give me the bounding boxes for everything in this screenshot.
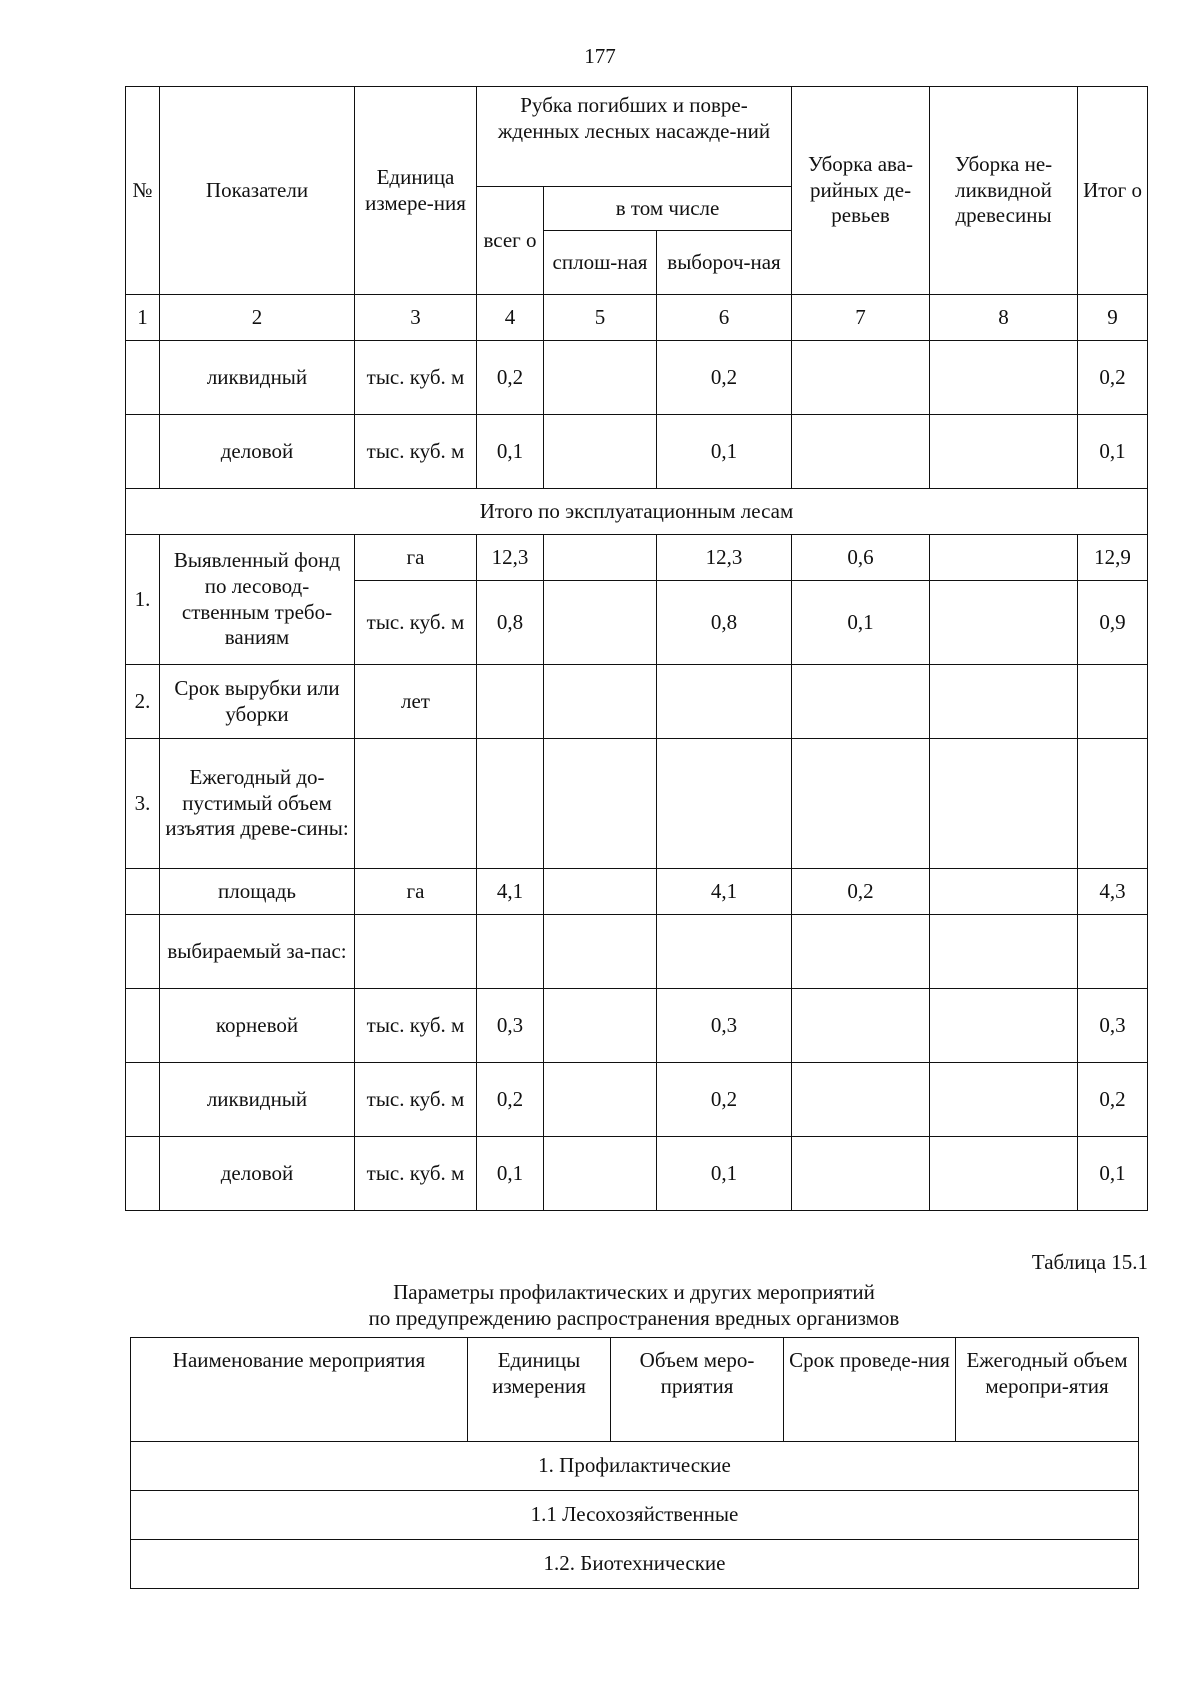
row-clear xyxy=(544,915,657,989)
row-emergency xyxy=(792,1063,930,1137)
header-emergency: Уборка ава-рийных де-ревьев xyxy=(792,87,930,295)
row-num xyxy=(126,415,160,489)
row-total: 4,1 xyxy=(477,869,544,915)
table-row xyxy=(126,1137,1148,1211)
row-indicator: Ежегодный до-пустимый объем изъятия древе-сины: xyxy=(160,739,355,869)
row-emergency xyxy=(792,341,930,415)
header-annual-volume: Ежегодный объем меропри-ятия xyxy=(956,1338,1139,1442)
row-clear xyxy=(544,341,657,415)
header-units: Единицы измерения xyxy=(468,1338,611,1442)
row-indicator: деловой xyxy=(160,415,355,489)
row-total: 0,8 xyxy=(477,581,544,665)
row-nonliquid xyxy=(930,1063,1078,1137)
column-number-row xyxy=(126,295,1148,341)
table-row xyxy=(126,1063,1148,1137)
row-unit: тыс. куб. м xyxy=(355,341,477,415)
row-clear xyxy=(544,415,657,489)
row-unit: тыс. куб. м xyxy=(355,1063,477,1137)
empty-cell xyxy=(477,665,544,739)
row-num xyxy=(126,1063,160,1137)
row-unit: га xyxy=(355,535,477,581)
row-clear xyxy=(544,1137,657,1211)
col-number: 3 xyxy=(355,295,477,341)
row-nonliquid xyxy=(930,341,1078,415)
empty-cell xyxy=(792,739,930,869)
row-unit: тыс. куб. м xyxy=(355,989,477,1063)
table-label: Таблица 15.1 xyxy=(1031,1250,1148,1274)
table-row xyxy=(126,989,1148,1063)
row-emergency: 0,2 xyxy=(792,869,930,915)
row-indicator: корневой xyxy=(160,989,355,1063)
row-unit: лет xyxy=(355,665,477,739)
table-row xyxy=(126,739,1148,869)
row-total: 0,1 xyxy=(477,415,544,489)
page-number: 177 xyxy=(584,44,616,68)
row-total: 0,2 xyxy=(477,341,544,415)
header-total-inner: всег о xyxy=(477,187,544,295)
row-total: 0,2 xyxy=(477,1063,544,1137)
row-num: 1. xyxy=(126,535,160,665)
col-number: 2 xyxy=(160,295,355,341)
row-indicator: ликвидный xyxy=(160,1063,355,1137)
header-volume: Объем меро-приятия xyxy=(611,1338,784,1442)
row-emergency xyxy=(792,989,930,1063)
row-nonliquid xyxy=(930,989,1078,1063)
row-emergency: 0,6 xyxy=(792,535,930,581)
empty-cell xyxy=(544,665,657,739)
empty-cell xyxy=(477,739,544,869)
section-title: Итого по эксплуатационным лесам xyxy=(126,489,1148,535)
row-unit: тыс. куб. м xyxy=(355,1137,477,1211)
section-row xyxy=(131,1491,1139,1540)
row-unit: тыс. куб. м xyxy=(355,581,477,665)
table-row xyxy=(126,915,1148,989)
col-number: 1 xyxy=(126,295,160,341)
row-num: 3. xyxy=(126,739,160,869)
row-clear xyxy=(544,989,657,1063)
empty-cell xyxy=(930,665,1078,739)
col-number: 4 xyxy=(477,295,544,341)
row-unit: га xyxy=(355,869,477,915)
section-title: 1. Профилактические xyxy=(131,1442,1139,1491)
section-title: 1.1 Лесохозяйственные xyxy=(131,1491,1139,1540)
col-number: 7 xyxy=(792,295,930,341)
header-nonliquid: Уборка не-ликвидной древесины xyxy=(930,87,1078,295)
row-selective: 0,8 xyxy=(657,581,792,665)
row-indicator: ликвидный xyxy=(160,341,355,415)
row-total: 12,3 xyxy=(477,535,544,581)
row-unit xyxy=(355,915,477,989)
col-number: 5 xyxy=(544,295,657,341)
empty-cell xyxy=(657,739,792,869)
row-grand-total: 12,9 xyxy=(1078,535,1148,581)
row-selective: 12,3 xyxy=(657,535,792,581)
row-indicator: Срок вырубки или уборки xyxy=(160,665,355,739)
header-felling: Рубка погибших и повре-жденных лесных насажде-ний xyxy=(477,87,792,187)
row-grand-total xyxy=(1078,915,1148,989)
row-grand-total: 0,9 xyxy=(1078,581,1148,665)
row-indicator: Выявленный фонд по лесовод-ственным требо-ваниям xyxy=(160,535,355,665)
header-indicator: Показатели xyxy=(160,87,355,295)
row-num xyxy=(126,915,160,989)
row-nonliquid xyxy=(930,1137,1078,1211)
header-selective: выбороч-ная xyxy=(657,231,792,295)
caption-line: по предупреждению распространения вредных организмов xyxy=(368,1305,900,1330)
row-grand-total: 0,2 xyxy=(1078,341,1148,415)
row-grand-total: 0,3 xyxy=(1078,989,1148,1063)
header-including: в том числе xyxy=(544,187,792,231)
header-unit: Единица измере-ния xyxy=(355,87,477,295)
felling-table xyxy=(125,86,1148,1211)
col-number: 6 xyxy=(657,295,792,341)
empty-cell xyxy=(657,665,792,739)
empty-cell xyxy=(1078,665,1148,739)
section-title: 1.2. Биотехнические xyxy=(131,1540,1139,1589)
table-row xyxy=(126,869,1148,915)
header-term: Срок проведе-ния xyxy=(784,1338,956,1442)
empty-cell xyxy=(355,739,477,869)
header-grand-total: Итог о xyxy=(1078,87,1148,295)
empty-cell xyxy=(930,739,1078,869)
caption-line: Параметры профилактических и других мероприятий xyxy=(393,1280,875,1304)
table-row xyxy=(126,341,1148,415)
row-nonliquid xyxy=(930,581,1078,665)
header-num: № xyxy=(126,87,160,295)
row-nonliquid xyxy=(930,869,1078,915)
header-measure-name: Наименование мероприятия xyxy=(131,1338,468,1442)
row-nonliquid xyxy=(930,415,1078,489)
section-row xyxy=(126,489,1148,535)
row-grand-total: 0,1 xyxy=(1078,1137,1148,1211)
row-emergency xyxy=(792,915,930,989)
row-nonliquid xyxy=(930,915,1078,989)
empty-cell xyxy=(544,739,657,869)
section-row xyxy=(131,1540,1139,1589)
row-grand-total: 4,3 xyxy=(1078,869,1148,915)
row-total: 0,3 xyxy=(477,989,544,1063)
row-num: 2. xyxy=(126,665,160,739)
row-indicator: выбираемый за-пас: xyxy=(160,915,355,989)
header-clear: сплош-ная xyxy=(544,231,657,295)
row-emergency xyxy=(792,415,930,489)
row-indicator: площадь xyxy=(160,869,355,915)
row-clear xyxy=(544,535,657,581)
row-num xyxy=(126,989,160,1063)
col-number: 8 xyxy=(930,295,1078,341)
table-row xyxy=(126,665,1148,739)
row-num xyxy=(126,341,160,415)
row-clear xyxy=(544,581,657,665)
table-row xyxy=(126,415,1148,489)
empty-cell xyxy=(792,665,930,739)
row-grand-total: 0,2 xyxy=(1078,1063,1148,1137)
row-unit: тыс. куб. м xyxy=(355,415,477,489)
table-caption xyxy=(130,1280,1138,1331)
col-number: 9 xyxy=(1078,295,1148,341)
row-clear xyxy=(544,869,657,915)
row-total xyxy=(477,915,544,989)
row-selective xyxy=(657,915,792,989)
row-selective: 0,1 xyxy=(657,415,792,489)
row-selective: 0,1 xyxy=(657,1137,792,1211)
row-indicator: деловой xyxy=(160,1137,355,1211)
row-total: 0,1 xyxy=(477,1137,544,1211)
table-row xyxy=(126,535,1148,581)
row-selective: 0,2 xyxy=(657,341,792,415)
row-grand-total: 0,1 xyxy=(1078,415,1148,489)
section-row xyxy=(131,1442,1139,1491)
row-nonliquid xyxy=(930,535,1078,581)
row-selective: 0,2 xyxy=(657,1063,792,1137)
row-emergency: 0,1 xyxy=(792,581,930,665)
row-num xyxy=(126,869,160,915)
row-selective: 0,3 xyxy=(657,989,792,1063)
empty-cell xyxy=(1078,739,1148,869)
row-clear xyxy=(544,1063,657,1137)
row-emergency xyxy=(792,1137,930,1211)
measures-table xyxy=(130,1337,1139,1589)
row-num xyxy=(126,1137,160,1211)
row-selective: 4,1 xyxy=(657,869,792,915)
